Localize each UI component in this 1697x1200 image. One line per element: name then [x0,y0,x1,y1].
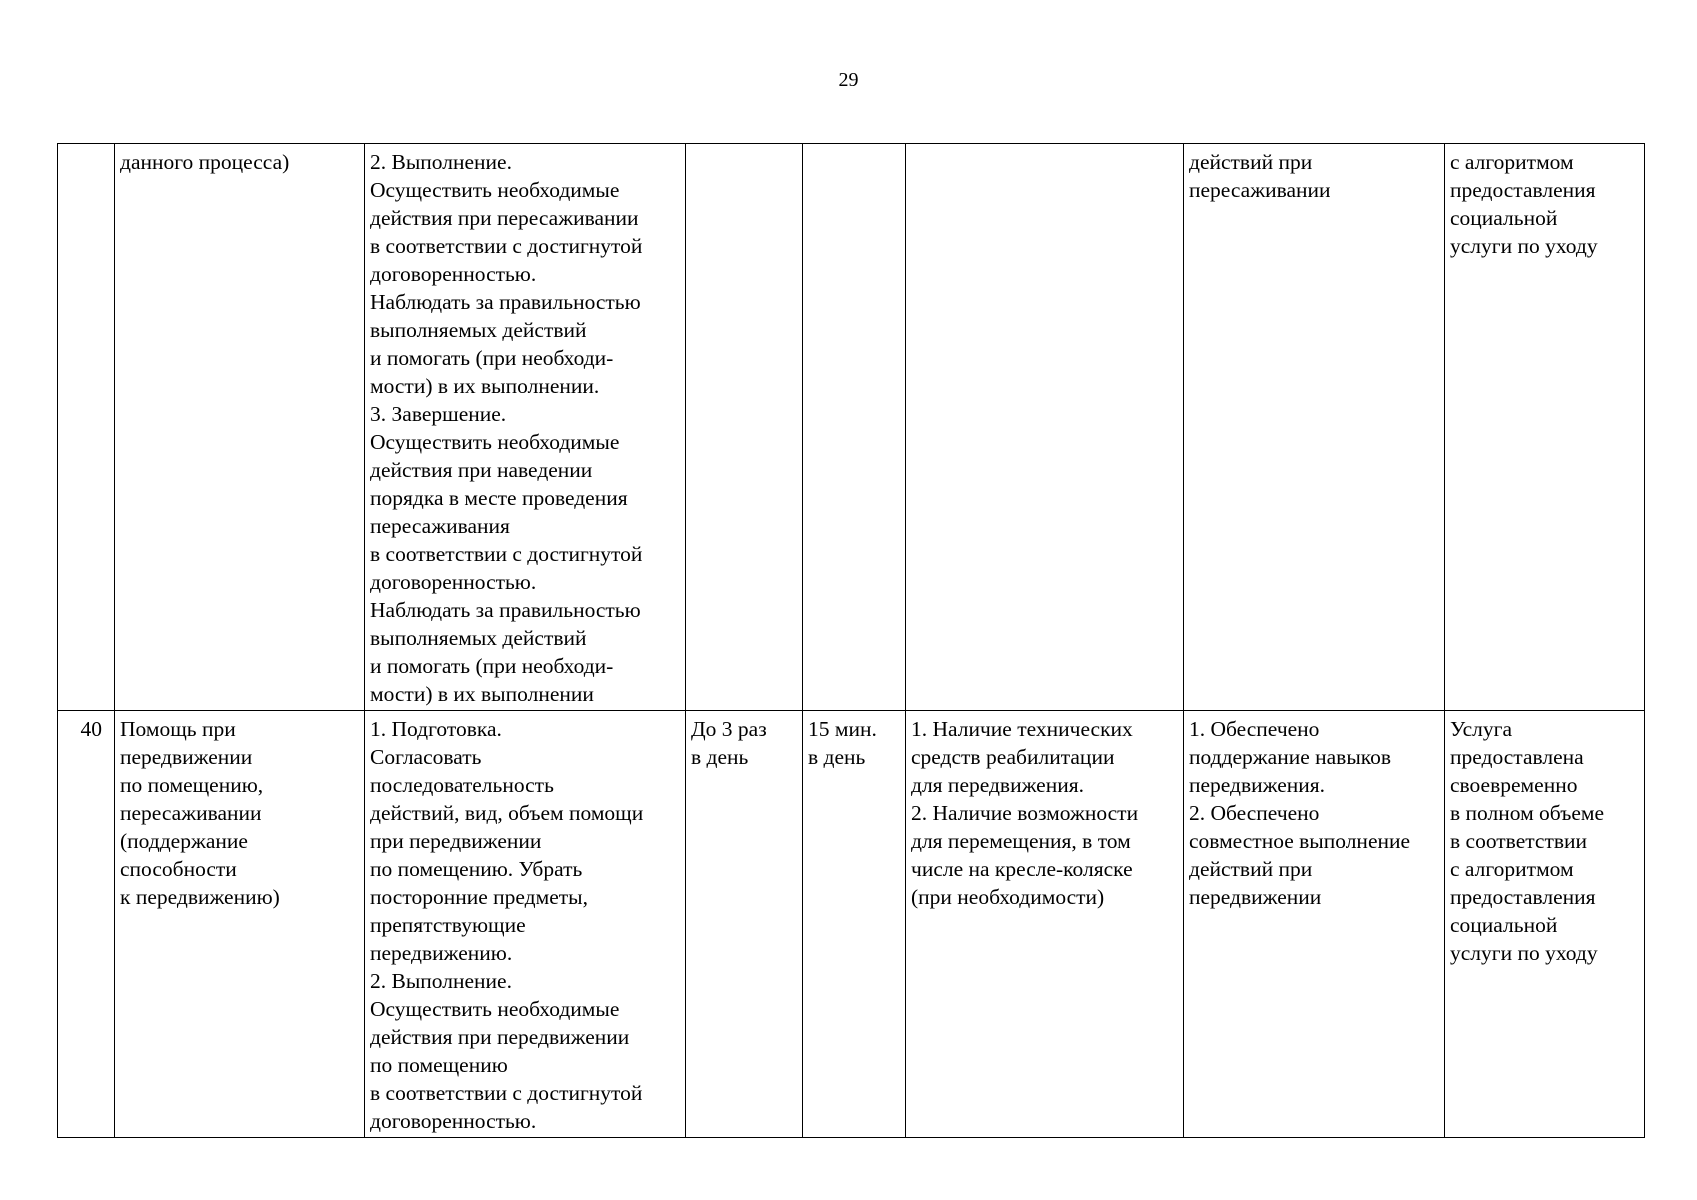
cell-text-line: и помогать (при необходи- [370,346,614,370]
cell-text-line: числе на кресле-коляске [911,857,1133,881]
table-row [58,144,1645,711]
cell-text-line: Наблюдать за правильностью [370,598,641,622]
cell-text-line: пересаживания [370,514,510,538]
cell-text-line: выполняемых действий [370,626,587,650]
cell-text-line: в полном объеме [1450,801,1605,825]
cell-text-line: Услуга [1450,717,1513,741]
cell-text-line: в день [691,745,749,769]
frequency-cell [686,144,803,711]
cell-text-line: действий при [1189,857,1313,881]
quality-cell [1445,711,1645,1138]
cell-text-line: 1. Обеспечено [1189,717,1320,741]
cell-text-line: данного процесса) [120,150,290,174]
page-number: 29 [838,69,859,91]
row-number-cell: 40 [58,711,115,1138]
cell-text-line: передвижения. [1189,773,1326,797]
cell-text-line: по помещению, [120,773,264,797]
row-number-cell [58,144,115,711]
cell-text-line: по помещению [370,1053,508,1077]
cell-text-line: Помощь при [120,717,236,741]
cell-text-line: действия при пересаживании [370,206,639,230]
cell-text-line: 2. Обеспечено [1189,801,1320,825]
cell-text-line: с алгоритмом [1450,150,1574,174]
duration-cell [803,144,906,711]
cell-text-line: к передвижению) [120,885,280,909]
conditions-cell [906,144,1184,711]
cell-text-line: (поддержание [120,829,248,853]
cell-text-line: договоренностью. [370,262,537,286]
cell-text-line: способности [120,857,237,881]
cell-text-line: в соответствии с достигнутой [370,1081,643,1105]
cell-text-line: и помогать (при необходи- [370,654,614,678]
cell-text-line: передвижению. [370,941,513,965]
cell-text-line: Осуществить необходимые [370,178,620,202]
cell-text-line: предоставлена [1450,745,1584,769]
duration-cell [803,711,906,1138]
table-row [58,711,1645,1138]
cell-text-line: для перемещения, в том [911,829,1131,853]
cell-text-line: действия при наведении [370,458,593,482]
cell-text-line: договоренностью. [370,1109,537,1133]
cell-text-line: Согласовать [370,745,482,769]
cell-text-line: выполняемых действий [370,318,587,342]
cell-text-line: Наблюдать за правильностью [370,290,641,314]
cell-text-line: социальной [1450,206,1558,230]
cell-text-line: социальной [1450,913,1558,937]
cell-text-line: передвижении [120,745,253,769]
cell-text-line: До 3 раз [691,717,767,741]
cell-text-line: предоставления [1450,885,1596,909]
cell-text-line: поддержание навыков [1189,745,1392,769]
cell-text-line: Осуществить необходимые [370,430,620,454]
cell-text-line: совместное выполнение [1189,829,1411,853]
cell-text-line: при передвижении [370,829,542,853]
cell-text-line: в соответствии с достигнутой [370,542,643,566]
cell-text-line: 2. Выполнение. [370,969,512,993]
cell-text-line: договоренностью. [370,570,537,594]
cell-text-line: действий при [1189,150,1313,174]
cell-text-line: 1. Подготовка. [370,717,502,741]
cell-text-line: препятствующие [370,913,526,937]
cell-text-line: мости) в их выполнении. [370,374,600,398]
cell-text-line: предоставления [1450,178,1596,202]
cell-text-line: последовательность [370,773,554,797]
cell-text-line: для передвижения. [911,773,1084,797]
cell-text-line: средств реабилитации [911,745,1115,769]
services-table [57,143,1645,1138]
procedure-cell [365,144,686,711]
cell-text-line: пересаживании [120,801,262,825]
cell-text-line: (при необходимости) [911,885,1105,909]
cell-text-line: 2. Выполнение. [370,150,512,174]
cell-text-line: в соответствии [1450,829,1588,853]
cell-text-line: в день [808,745,866,769]
cell-text-line: действий, вид, объем помощи [370,801,644,825]
service-name-cell [115,711,365,1138]
service-name-cell [115,144,365,711]
cell-text-line: своевременно [1450,773,1578,797]
cell-text-line: с алгоритмом [1450,857,1574,881]
procedure-cell [365,711,686,1138]
cell-text-line: Осуществить необходимые [370,997,620,1021]
result-cell [1184,711,1445,1138]
cell-text-line: 15 мин. [808,717,877,741]
cell-text-line: 2. Наличие возможности [911,801,1139,825]
quality-cell [1445,144,1645,711]
conditions-cell [906,711,1184,1138]
cell-text-line: порядка в месте проведения [370,486,628,510]
cell-text-line: 3. Завершение. [370,402,507,426]
cell-text-line: по помещению. Убрать [370,857,583,881]
cell-text-line: в соответствии с достигнутой [370,234,643,258]
cell-text-line: мости) в их выполнении [370,682,594,706]
frequency-cell [686,711,803,1138]
cell-text-line: передвижении [1189,885,1322,909]
result-cell [1184,144,1445,711]
cell-text-line: посторонние предметы, [370,885,588,909]
cell-text-line: услуги по уходу [1450,941,1598,965]
cell-text-line: 1. Наличие технических [911,717,1133,741]
cell-text-line: пересаживании [1189,178,1331,202]
cell-text-line: действия при передвижении [370,1025,630,1049]
cell-text-line: услуги по уходу [1450,234,1598,258]
